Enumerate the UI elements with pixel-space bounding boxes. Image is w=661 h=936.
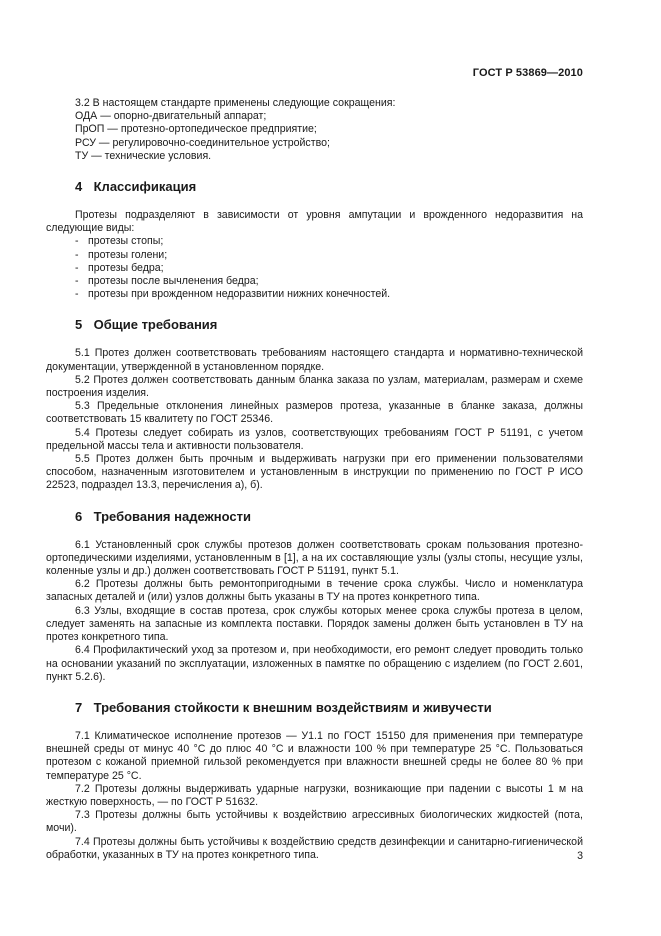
clause-5-3: 5.3 Предельные отклонения линейных размеров протеза, указанные в бланке заказа, должны соответствовать 15 квалитету по ГОСТ 25346.	[46, 400, 583, 426]
abbreviation-item: ТУ — технические условия.	[75, 149, 212, 162]
section-title: Общие требования	[93, 317, 218, 333]
clause-7-1: 7.1 Климатическое исполнение протезов — У1.1 по ГОСТ 15150 для применения при температуре внешней среды от минус 40 °С до плюс 40 °С и влажности 100 % при температуре 25 °С. Пользоваться протезом с кожаной приемной гильзой рекомендуется при влажности внешней среды не более 80 % при температуре 25 °С.	[46, 729, 583, 782]
page-content	[46, 97, 583, 862]
list-item: - протезы голени;	[75, 248, 168, 261]
list-item: - протезы при врожденном недоразвитии нижних конечностей.	[75, 288, 391, 301]
document-number-header: ГОСТ Р 53869—2010	[472, 67, 583, 79]
section-6-heading	[46, 509, 583, 525]
clause-6-4: 6.4 Профилактический уход за протезом и, при необходимости, его ремонт следует проводить только на основании указаний по эксплуатации, изложенных в памятке по обращению с изделием (по ГОСТ 2.601, пункт 5.2.6).	[46, 644, 583, 683]
clause-7-4: 7.4 Протезы должны быть устойчивы к воздействию средств дезинфекции и санитарно-гигиенической обработки, указанных в ТУ на протез конкретного типа.	[46, 835, 583, 861]
abbreviation-item: ПрОП — протезно-ортопедическое предприятие;	[75, 123, 317, 136]
section-5-heading	[46, 317, 583, 333]
list-item: - протезы стопы;	[75, 235, 164, 248]
clause-5-2: 5.2 Протез должен соответствовать данным бланка заказа по узлам, материалам, размерам и схеме построения изделия.	[46, 373, 583, 400]
section-4-heading	[46, 179, 583, 195]
section-number: 6	[75, 508, 83, 524]
section-title: Требования надежности	[93, 508, 251, 524]
list-item: - протезы после вычленения бедра;	[75, 275, 259, 288]
abbreviation-item: ОДА — опорно-двигательный аппарат;	[75, 110, 267, 123]
clause-7-3: 7.3 Протезы должны быть устойчивы к воздействию агрессивных биологических жидкостей (пота, мочи).	[46, 809, 583, 835]
section-number: 5	[75, 317, 83, 333]
abbreviation-item: РСУ — регулировочно-соединительное устройство;	[75, 136, 330, 149]
clause-6-3: 6.3 Узлы, входящие в состав протеза, срок службы которых менее срока службы протеза в целом, следует заменять на запасные из комплекта поставки. Порядок замены должен быть установлен в ТУ на протез конкретного типа.	[46, 604, 583, 644]
clause-5-1: 5.1 Протез должен соответствовать требованиям настоящего стандарта и нормативно-технической документации, утвержденной в установленном порядке.	[46, 347, 583, 373]
section-title: Требования стойкости к внешним воздействиям и живучести	[93, 699, 492, 715]
classification-intro: Протезы подразделяют в зависимости от уровня ампутации и врожденного недоразвития на следующие виды:	[46, 209, 583, 235]
page-number: 3	[577, 850, 583, 862]
clause-5-5: 5.5 Протез должен быть прочным и выдерживать нагрузки при его применении пользователями способом, назначенным изготовителем и установленным в инструкции по применению по ГОСТ Р ИСО 22523, подраздел 13.3, перечисления а), б).	[46, 453, 583, 492]
list-item: - протезы бедра;	[75, 261, 164, 274]
abbreviations-intro: 3.2 В настоящем стандарте применены следующие сокращения:	[75, 97, 396, 109]
clause-7-2: 7.2 Протезы должны выдерживать ударные нагрузки, возникающие при падении с высоты 1 м на жесткую поверхность, — по ГОСТ Р 51632.	[46, 782, 583, 808]
clause-6-1: 6.1 Установленный срок службы протезов должен соответствовать срокам пользования протезно-ортопедическими изделиями, установленным в [1], а на их составляющие узлы (узлы стопы, несущие узлы, коленные узлы и др.) должен соответствовать ГОСТ Р 51191, пункт 5.1.	[46, 538, 583, 578]
section-7-heading	[46, 700, 583, 716]
clause-6-2: 6.2 Протезы должны быть ремонтопригодными в течение срока службы. Число и номенклатура запасных деталей и (или) узлов должны быть указаны в ТУ на протез конкретного типа.	[46, 578, 583, 604]
section-number: 7	[75, 699, 83, 715]
section-title: Классификация	[93, 179, 197, 195]
clause-5-4: 5.4 Протезы следует собирать из узлов, соответствующих требованиям ГОСТ Р 51191, с учетом предельной массы тела и активности пользователя.	[46, 426, 583, 452]
section-number: 4	[75, 179, 83, 195]
